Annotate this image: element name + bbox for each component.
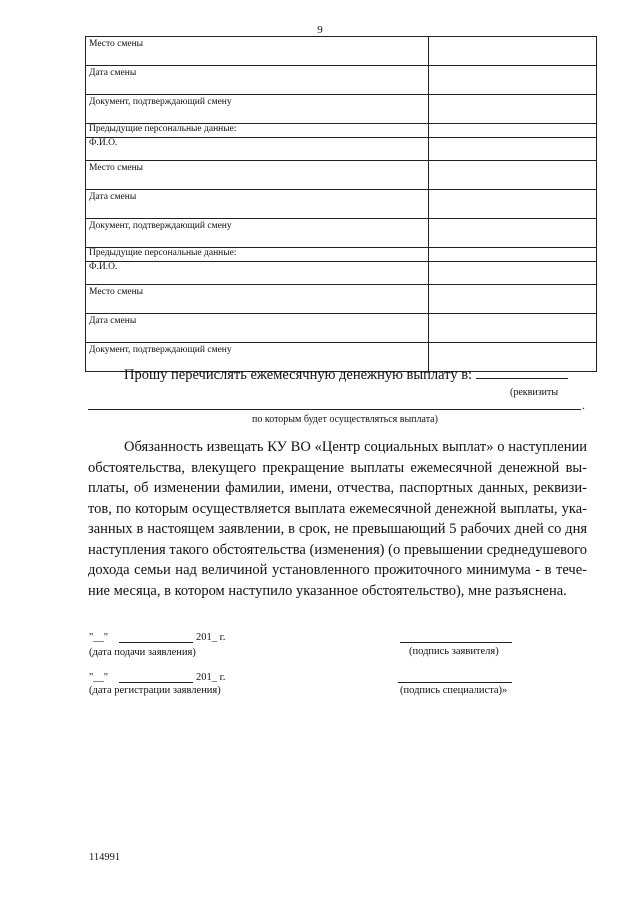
row-value-place-of-change[interactable] [429, 37, 597, 66]
requisites-full-line-field[interactable] [88, 409, 581, 410]
row-label-document-confirming-change: Документ, подтверждающий смену [86, 219, 429, 248]
registration-date-hint: (дата регистрации заявления) [89, 685, 221, 696]
row-label-full-name: Ф.И.О. [86, 138, 429, 161]
table-row [86, 138, 597, 161]
row-value-document-confirming-change[interactable] [429, 219, 597, 248]
table-row [86, 190, 597, 219]
payment-request-line [124, 366, 568, 384]
obligation-paragraph [88, 437, 587, 601]
requisites-hint: (реквизиты [510, 387, 559, 398]
paragraph-line: наступления такого обстоятельства (изменения) (о превышении среднедушевого [88, 541, 587, 558]
row-value-document-confirming-change[interactable] [429, 95, 597, 124]
row-value-full-name[interactable] [429, 138, 597, 161]
table-row [86, 262, 597, 285]
table-row [86, 285, 597, 314]
row-label-place-of-change: Место смены [86, 285, 429, 314]
submission-date-month-field[interactable] [119, 642, 193, 643]
row-label-previous-personal-data: Предыдущие персональные данные: [86, 248, 429, 262]
row-value-previous-personal-data [429, 124, 597, 138]
document-code: 114991 [89, 852, 121, 863]
specialist-signature-field[interactable] [398, 682, 512, 683]
row-value-date-of-change[interactable] [429, 190, 597, 219]
submission-date-hint: (дата подачи заявления) [89, 647, 196, 658]
paragraph-line: обстоятельства, влекущего прекращение выплаты ежемесячной денежной вы- [88, 459, 587, 476]
row-value-previous-personal-data [429, 248, 597, 262]
requisites-line-end: . [582, 398, 585, 412]
table-row [86, 248, 597, 262]
table-row [86, 95, 597, 124]
registration-date-month-field[interactable] [119, 682, 193, 683]
specialist-signature-hint: (подпись специалиста)» [400, 685, 508, 696]
paragraph-line: Обязанность извещать КУ ВО «Центр социальных выплат» о наступлении [124, 439, 587, 455]
paragraph-line: занных в настоящем заявлении, в срок, не превышающий 5 рабочих дней со дня [88, 521, 587, 537]
payment-request-text: Прошу перечислять ежемесячную денежную выплату в: [124, 367, 473, 383]
paragraph-line: дохода семьи над величиной установленного прожиточного минимума - в тече- [88, 562, 587, 578]
row-value-full-name[interactable] [429, 262, 597, 285]
submission-date-year: 201_ г. [196, 632, 226, 643]
registration-date-year: 201_ г. [196, 672, 226, 683]
row-label-date-of-change: Дата смены [86, 66, 429, 95]
table-row [86, 219, 597, 248]
row-value-date-of-change[interactable] [429, 314, 597, 343]
table-row [86, 37, 597, 66]
row-label-document-confirming-change: Документ, подтверждающий смену [86, 95, 429, 124]
paragraph-line: тов, по которым осуществляется выплата ежемесячной денежной выплаты, ука- [88, 500, 587, 517]
row-label-date-of-change: Дата смены [86, 314, 429, 343]
requisites-blank-field[interactable] [476, 366, 568, 379]
row-label-document-confirming-change: Документ, подтверждающий смену [86, 343, 429, 372]
table-row [86, 66, 597, 95]
table-row [86, 124, 597, 138]
row-value-place-of-change[interactable] [429, 161, 597, 190]
page-number: 9 [317, 24, 323, 36]
paragraph-line: платы, об изменении фамилии, имени, отчества, паспортных данных, реквизи- [88, 480, 587, 496]
row-value-date-of-change[interactable] [429, 66, 597, 95]
personal-data-table [85, 36, 597, 372]
registration-date-day: "__" [89, 672, 109, 683]
table-row [86, 314, 597, 343]
row-label-date-of-change: Дата смены [86, 190, 429, 219]
row-value-place-of-change[interactable] [429, 285, 597, 314]
row-label-place-of-change: Место смены [86, 161, 429, 190]
row-label-previous-personal-data: Предыдущие персональные данные: [86, 124, 429, 138]
row-label-place-of-change: Место смены [86, 37, 429, 66]
applicant-signature-hint: (подпись заявителя) [409, 646, 499, 657]
submission-date-day: "__" [89, 632, 109, 643]
table-row [86, 161, 597, 190]
row-label-full-name: Ф.И.О. [86, 262, 429, 285]
applicant-signature-field[interactable] [400, 642, 512, 643]
paragraph-line: ние месяца, в котором наступило указанное обстоятельство), мне разъяснена. [88, 582, 567, 599]
payment-hint: по которым будет осуществляться выплата) [252, 414, 438, 425]
